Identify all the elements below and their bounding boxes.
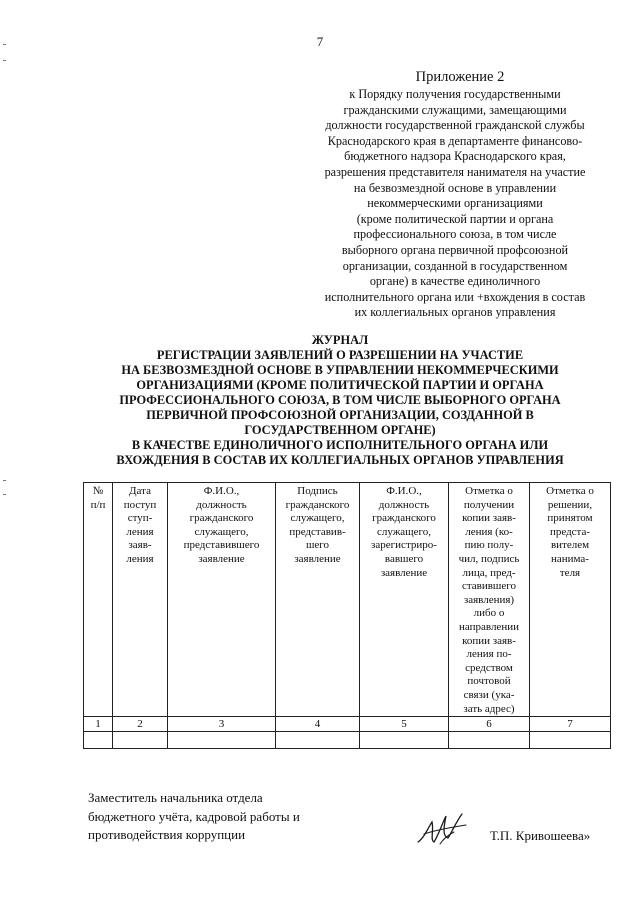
header-line: копии заяв- <box>462 634 516 647</box>
appendix-line: организации, созданной в государственном <box>342 258 568 273</box>
signatory-position <box>88 789 368 845</box>
header-line: должность <box>196 498 247 511</box>
header-line: вавшего <box>384 552 424 565</box>
appendix-title: Приложение 2 <box>415 69 505 85</box>
header-col-number <box>84 483 113 717</box>
header-line: решении, <box>547 498 593 511</box>
header-line: Отметка о <box>546 485 594 497</box>
appendix-line: их коллегиальных органов управления <box>354 305 556 320</box>
journal-title-line: РЕГИСТРАЦИИ ЗАЯВЛЕНИЙ О РАЗРЕШЕНИИ НА УЧАСТИЕ <box>156 348 524 362</box>
appendix-line: гражданскими служащими, замещающими <box>343 102 567 117</box>
header-line: должность <box>378 498 430 511</box>
appendix-line: некоммерческими организациями <box>367 196 543 211</box>
header-line: шего <box>305 539 330 552</box>
header-line: служащего, <box>376 525 432 538</box>
header-line: поступ <box>123 498 157 511</box>
header-line: заявления) <box>463 593 515 606</box>
signatory-position-line: бюджетного учёта, кадровой работы и <box>88 808 300 824</box>
header-line: ставившего <box>461 580 517 593</box>
header-line: принятом <box>547 512 593 525</box>
header-line: заявление <box>198 552 245 565</box>
appendix-line: исполнительного органа или +вхождения в состав <box>324 289 586 304</box>
appendix-line: (кроме политической партии и органа <box>356 211 554 226</box>
appendix-line: бюджетного надзора Краснодарского края, <box>344 149 566 164</box>
header-line: Дата <box>129 485 151 497</box>
empty-cell <box>449 732 530 749</box>
appendix-line: выборного органа первичной профсоюзной <box>341 242 569 257</box>
journal-title-line: В КАЧЕСТВЕ ЕДИНОЛИЧНОГО ИСПОЛНИТЕЛЬНОГО ОРГАНА ИЛИ <box>131 438 549 452</box>
empty-cell <box>360 732 449 749</box>
journal-title-line: ГОСУДАРСТВЕННОМ ОРГАНЕ) <box>244 423 436 437</box>
header-line: заявление <box>380 566 428 579</box>
header-line: Ф.И.О., <box>386 485 422 497</box>
header-line: Подпись <box>297 485 338 497</box>
header-line: средством <box>465 661 513 674</box>
header-line: лица, пред- <box>462 566 516 579</box>
header-line: Ф.И.О., <box>203 485 240 497</box>
empty-cell <box>168 732 276 749</box>
appendix-line: разрешения представителя нанимателя на участие <box>324 164 586 179</box>
header-line: Отметка о <box>465 485 513 497</box>
table-header-row <box>84 483 611 717</box>
header-line: предста- <box>549 525 591 538</box>
column-number-row <box>84 717 611 732</box>
journal-title-line: ОРГАНИЗАЦИЯМИ (КРОМЕ ПОЛИТИЧЕСКОЙ ПАРТИИ И ОРГАНА <box>136 378 544 392</box>
appendix-line: на безвозмездной основе в управлении <box>353 180 557 195</box>
header-line: ления <box>126 552 154 565</box>
column-number: 2 <box>113 717 168 732</box>
appendix-line: должности государственной гражданской службы <box>325 118 585 133</box>
register-table <box>83 482 611 749</box>
header-line: гражданского <box>372 512 436 525</box>
appendix-line: Краснодарского края в департаменте финансово- <box>327 133 583 148</box>
header-line: копии заяв- <box>462 512 516 525</box>
header-line: зать адрес) <box>463 702 515 715</box>
header-col-signature <box>276 483 360 717</box>
header-col-applicant <box>168 483 276 717</box>
header-line: ступ- <box>127 512 153 525</box>
header-line: п/п <box>90 498 106 511</box>
signatory-position-line: Заместитель начальника отдела <box>88 790 263 805</box>
header-line: ления по- <box>466 648 512 661</box>
empty-cell <box>113 732 168 749</box>
header-line: представив- <box>289 525 346 538</box>
column-number: 4 <box>276 717 360 732</box>
scan-edge-mark <box>3 44 6 45</box>
header-line: гражданского <box>285 498 350 511</box>
journal-title-line: ПЕРВИЧНОЙ ПРОФСОЮЗНОЙ ОРГАНИЗАЦИИ, СОЗДАННОЙ В <box>146 408 534 422</box>
column-number: 6 <box>449 717 530 732</box>
header-line: заявление <box>294 552 341 565</box>
header-line: гражданского <box>189 512 254 525</box>
header-col-registrar <box>360 483 449 717</box>
signer-name: Т.П. Кривошеева» <box>490 828 591 843</box>
journal-title-line: ВХОЖДЕНИЯ В СОСТАВ ИХ КОЛЛЕГИАЛЬНЫХ ОРГАНОВ УПРАВЛЕНИЯ <box>116 453 564 467</box>
appendix-line: органе) в качестве единоличного <box>369 274 541 289</box>
journal-title <box>80 333 600 468</box>
header-line: либо о <box>473 607 505 620</box>
scan-edge-mark <box>3 60 6 61</box>
header-line: почтовой <box>467 675 511 688</box>
scan-edge-mark <box>3 480 6 481</box>
column-number: 7 <box>530 717 611 732</box>
header-line: вителем <box>550 539 590 552</box>
empty-cell <box>530 732 611 749</box>
appendix-line: профессионального союза, в том числе <box>353 227 557 242</box>
header-line: ления <box>126 525 154 538</box>
header-line: связи (ука- <box>463 688 515 701</box>
column-number: 1 <box>84 717 113 732</box>
header-line: служащего, <box>290 512 345 525</box>
appendix-block <box>290 68 620 321</box>
journal-title-line: ПРОФЕССИОНАЛЬНОГО СОЮЗА, В ТОМ ЧИСЛЕ ВЫБОРНОГО ОРГАНА <box>119 393 561 407</box>
header-line: направлении <box>459 620 519 633</box>
column-number: 5 <box>360 717 449 732</box>
header-line: заяв- <box>128 539 152 552</box>
empty-cell <box>276 732 360 749</box>
header-line: теля <box>559 566 581 579</box>
page-number: 7 <box>316 34 324 49</box>
header-line: № <box>92 485 104 497</box>
empty-table-row <box>84 732 611 749</box>
header-col-date <box>113 483 168 717</box>
header-line: пию полу- <box>464 539 514 552</box>
signatory-position-line: противодействия коррупции <box>88 827 246 842</box>
appendix-lines <box>290 87 620 321</box>
header-line: нанима- <box>551 552 589 565</box>
handwritten-signature <box>414 808 474 850</box>
journal-title-line: НА БЕЗВОЗМЕЗДНОЙ ОСНОВЕ В УПРАВЛЕНИИ НЕКОММЕРЧЕСКИМИ <box>121 363 559 377</box>
header-col-decision <box>530 483 611 717</box>
scan-edge-mark <box>3 494 6 495</box>
journal-title-line: ЖУРНАЛ <box>311 333 369 347</box>
header-col-copy-received <box>449 483 530 717</box>
header-line: зарегистриро- <box>371 539 437 552</box>
header-line: получении <box>463 498 515 511</box>
header-line: служащего, <box>194 525 249 538</box>
appendix-line: к Порядку получения государственными <box>349 87 561 101</box>
header-line: ления (ко- <box>465 525 513 538</box>
header-line: чил, подпись <box>458 552 520 565</box>
column-number: 3 <box>168 717 276 732</box>
header-line: представившего <box>183 539 260 552</box>
empty-cell <box>84 732 113 749</box>
